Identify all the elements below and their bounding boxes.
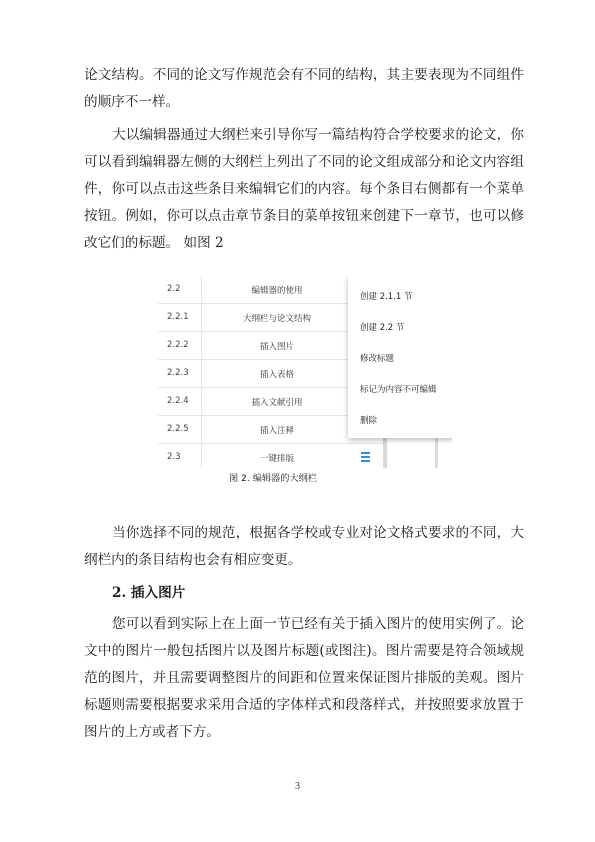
outline-row-number: 2.2.3 [167, 368, 189, 378]
outline-row-title: 编辑器的使用 [251, 286, 303, 296]
outline-row-title: 大纲栏与论文结构 [242, 314, 311, 324]
menu-item-rename[interactable]: 修改标题 [360, 354, 395, 364]
paragraph-spec-change: 当你选择不同的规范，根据各学校或专业对论文格式要求的不同，大纲栏内的条目结构也会有相应变更。 [84, 525, 524, 568]
outline-row-title: 插入表格 [259, 370, 294, 380]
menu-item-create-section[interactable]: 创建 2.2 节 [360, 323, 405, 333]
outline-row-title: 插入文献引用 [251, 398, 303, 408]
paragraph-continuation: 论文结构。不同的论文写作规范会有不同的结构，其主要表现为不同组件的顺序不一样。 [84, 67, 524, 110]
outline-row-title: 一键排版 [259, 454, 294, 464]
outline-row-number: 2.2.2 [167, 340, 189, 350]
paragraph-insert-image: 您可以看到实际上在上面一节已经有关于插入图片的使用实例了。论文中的图片一般包括图片以及图片标题(或图注)。图片需要是符合领域规范的图片，并且需要调整图片的间距和位置来保证图片排版的美观。图片标题则需要根据要求采用合适的字体样式和段落样式，并按照要求放置于图片的上方或者下方。 [84, 616, 524, 740]
outline-row-title: 插入图片 [259, 342, 294, 352]
menu-icon[interactable] [358, 450, 372, 464]
outline-row-number: 2.2.4 [167, 396, 189, 406]
menu-item-delete[interactable]: 删除 [360, 416, 378, 426]
outline-row-number: 2.3 [167, 452, 181, 462]
paragraph-outline-intro: 大以编辑器通过大纲栏来引导你写一篇结构符合学校要求的论文，你可以看到编辑器左侧的大纲栏上列出了不同的论文组成部分和论文内容组件，你可以点击这些条目来编辑它们的内容。每个条目右侧都有一个菜单按钮。例如，你可以点击章节条目的菜单按钮来创建下一章节，也可以修改它们的标题。 如图 2 [84, 127, 524, 251]
outline-row-number: 2.2.1 [167, 312, 189, 322]
outline-row-title: 插入注释 [259, 426, 294, 436]
menu-item-create-subsection[interactable]: 创建 2.1.1 节 [360, 292, 413, 302]
figure-caption: 图 2. 编辑器的大纲栏 [228, 473, 318, 484]
page-number: 3 [295, 781, 300, 792]
menu-item-lock-content[interactable]: 标记为内容不可编辑 [360, 385, 437, 395]
outline-row-number: 2.2 [167, 284, 181, 294]
outline-row-number: 2.2.5 [167, 424, 189, 434]
context-menu [348, 276, 452, 438]
section-heading: 2. 插入图片 [112, 585, 186, 601]
figure-outline-screenshot [158, 276, 452, 468]
outline-row[interactable] [158, 444, 383, 468]
